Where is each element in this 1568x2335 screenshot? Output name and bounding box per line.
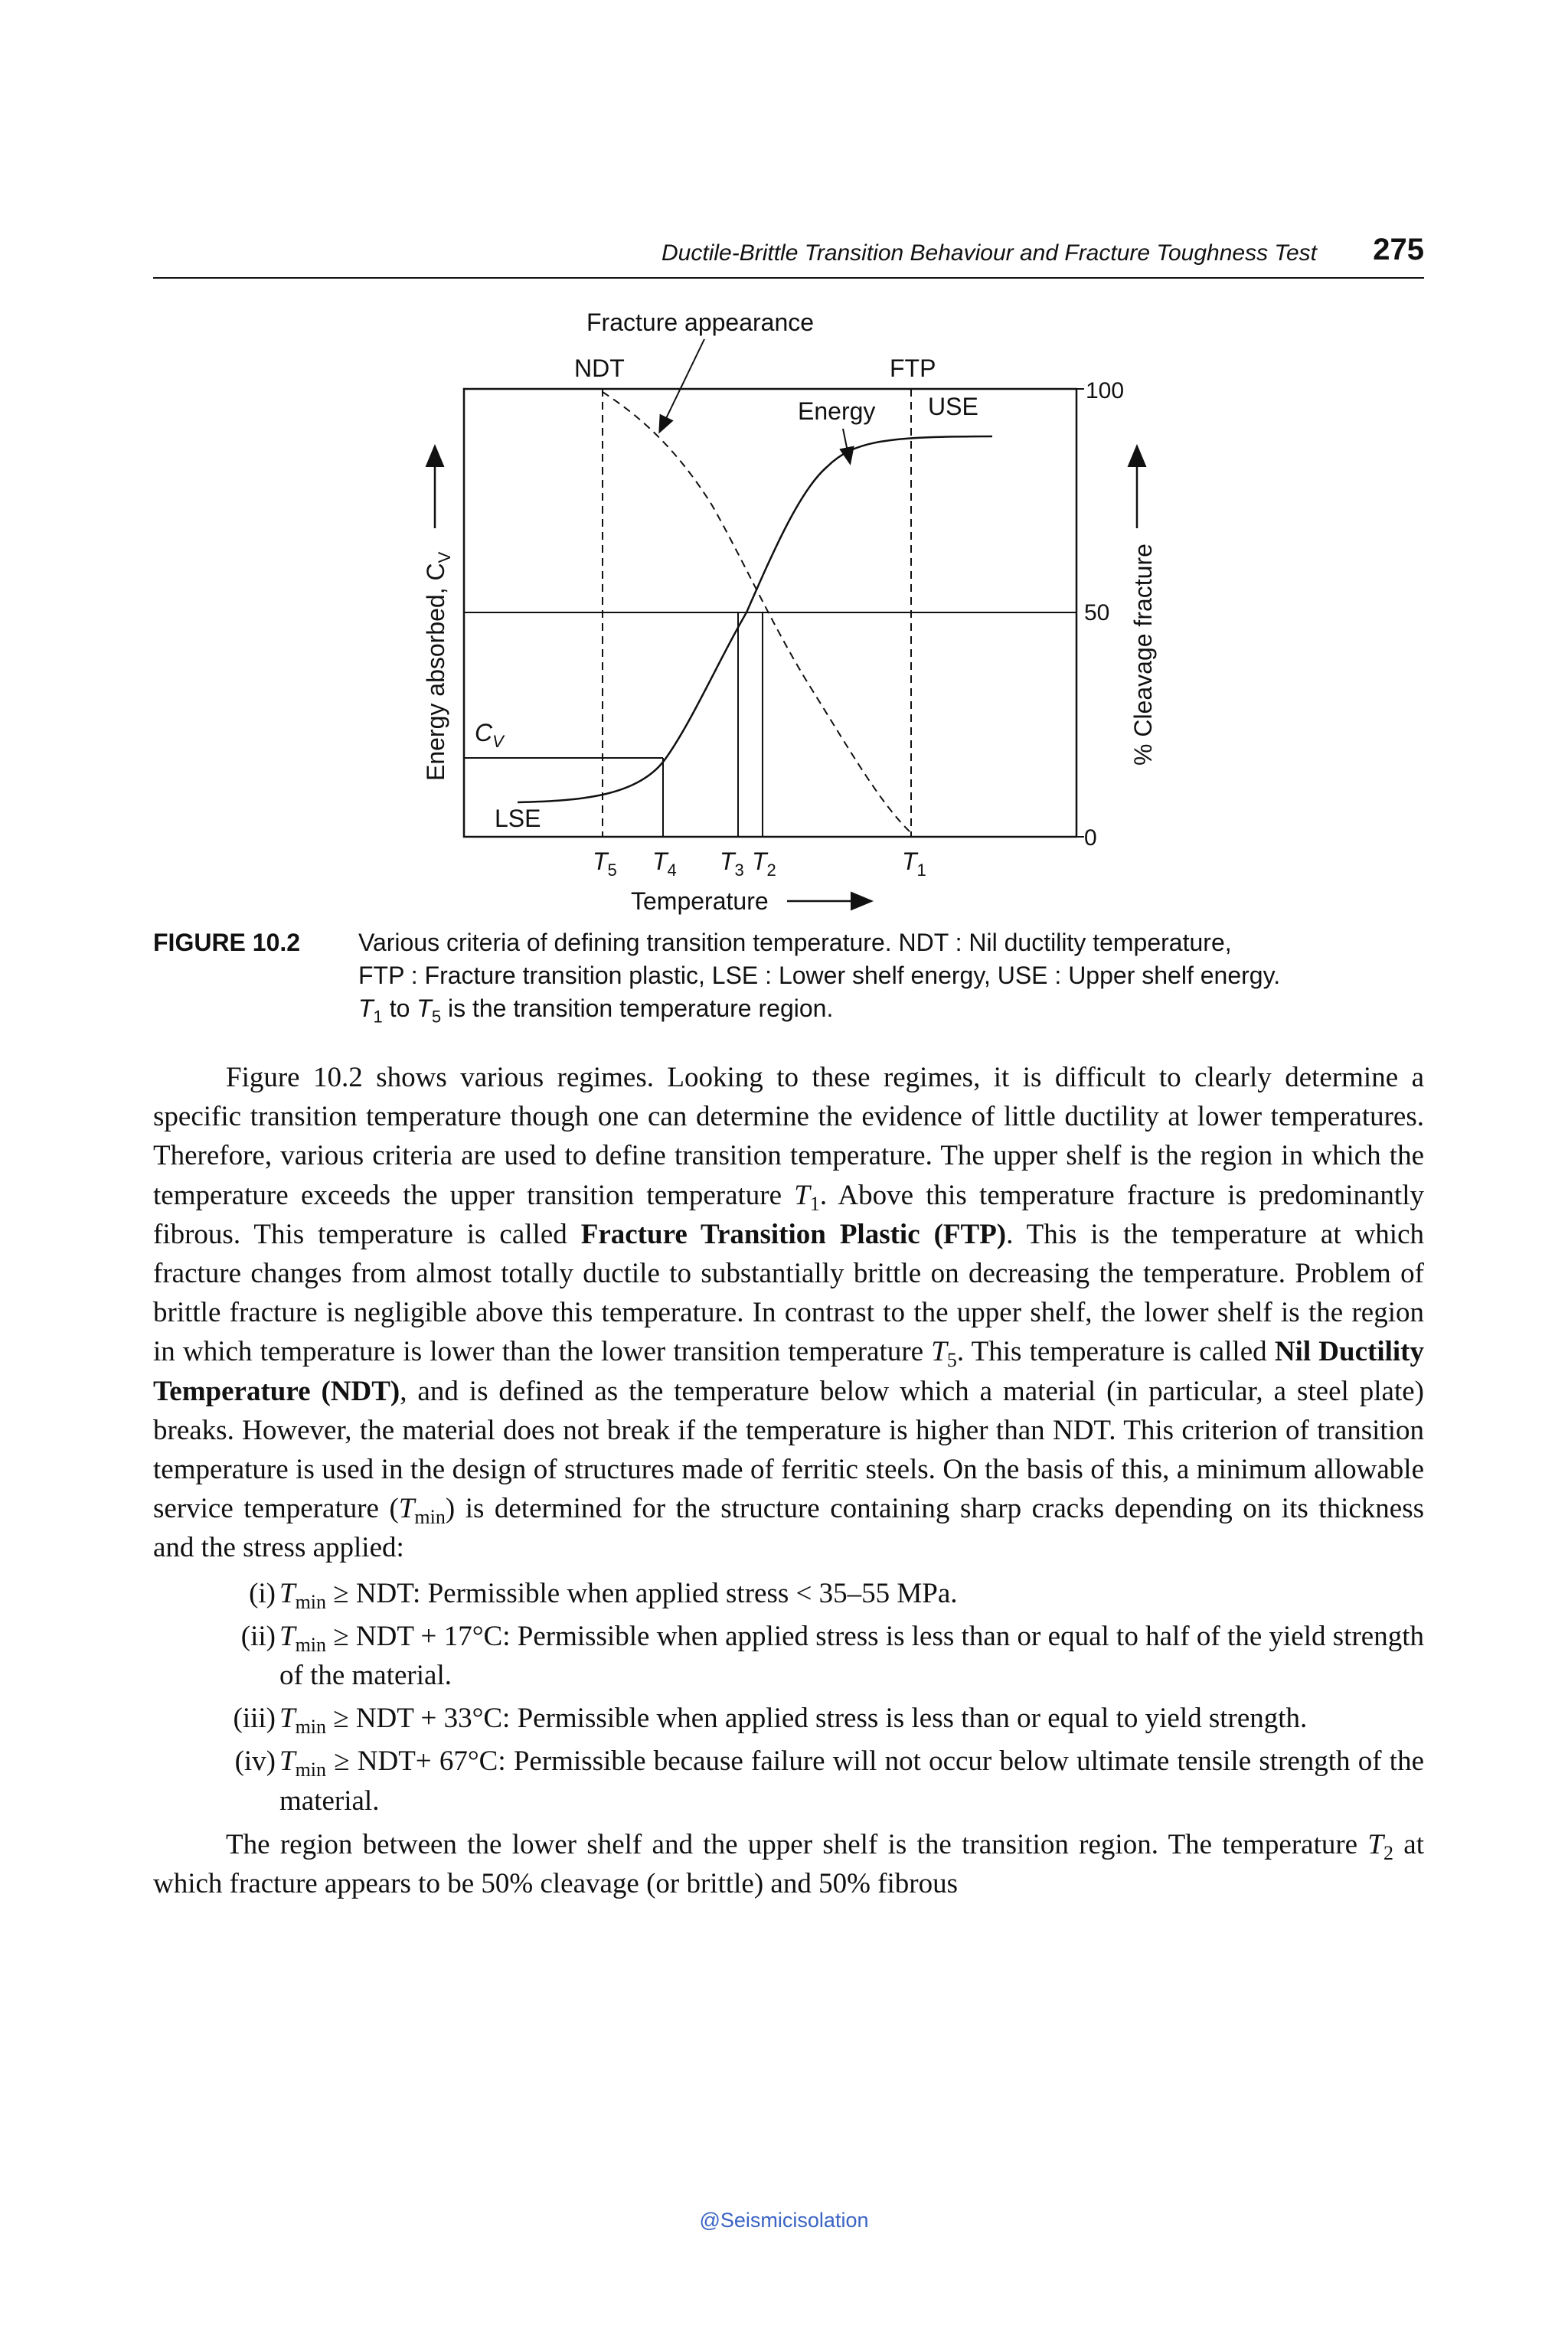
t2-label: $T_2$ [752, 847, 776, 880]
caption-line: FTP : Fracture transition plastic, LSE : Lower shelf energy, USE : Upper shelf energy. [358, 962, 1281, 989]
criteria-list [153, 1574, 1424, 1821]
list-item: (iv) $T_{min} \ge NDT+ 67^\circ C$: Permissible because failure will not occur below ultimate tensile strength of the material. [234, 1746, 1424, 1817]
figure-caption [153, 926, 1424, 1033]
running-header [153, 230, 1424, 279]
list-item: (iii) $T_{min}$ ≥ NDT + 33°C: Permissible when applied stress is less than or equal to yield strength. [233, 1703, 1308, 1739]
energy-curve [518, 436, 992, 802]
ftp-label: FTP [890, 354, 936, 382]
ftp-term: Fracture Transition Plastic (FTP) [580, 1218, 1007, 1250]
paragraph-1: Figure 10.2 shows various regimes. Looking to these regimes, it is difficult to clearly determine a specific transition temperature though one can determine the evidence of little ductility at lower temperatures. Therefore, various criteria are used to define transition temperature. The upper shelf is the region in which the temperature exceeds the upper transition temperature $T_1$. Above this temperature fracture is predominantly fibrous. This temperature is called Fracture Transition Plastic (FTP). This is the temperature at which fracture changes from almost totally ductile to substantially brittle on decreasing the temperature. Problem of brittle fracture is negligible above this temperature. In contrast to the upper shelf, the lower shelf is the region in which temperature is lower than the lower transition temperature $T_5$. This temperature is called Nil Ductility Temperature (NDT), and is defined as the temperature below which a material (in particular, a steel plate) breaks. However, the material does not break if the temperature is higher than NDT. This criterion of transition temperature is used in the design of structures made of ferritic steels. On the basis of this, a minimum allowable service temperature $(T_{min})$ is determined for the structure containing sharp cracks depending on its thickness and the stress applied: [153, 1062, 1424, 1564]
energy-arrow [843, 429, 850, 462]
use-label: USE [928, 393, 978, 420]
y-right-label: % Cleavage fracture [1129, 544, 1157, 766]
ndt-term: Nil Ductility Temperature (NDT) [153, 1336, 1424, 1407]
right-100-label: 100 [1086, 378, 1125, 403]
watermark-text: @Seismicisolation [699, 2209, 869, 2232]
paragraph-2: The region between the lower shelf and the upper shelf is the transition region. The temperature $T_2$ at which fracture appears to be 50% cleavage (or brittle) and 50% fibrous [153, 1828, 1424, 1900]
fracture-appearance-arrow [660, 339, 704, 431]
caption-label: FIGURE 10.2 [153, 929, 301, 956]
figure-10-2 [0, 291, 1568, 926]
caption-line: Various criteria of defining transition temperature. NDT : Nil ductility temperature, [358, 929, 1232, 956]
watermark [0, 2209, 1568, 2232]
caption-line: $T_1$ to $T_5$ is the transition temperature region. [358, 994, 834, 1027]
list-item: (ii) $T_{min}$ ≥ NDT + 17°C: Permissible when applied stress is less than or equal to half of the yield strength of the material. [240, 1620, 1424, 1692]
right-50-label: 50 [1084, 600, 1110, 625]
running-title: Ductile-Brittle Transition Behaviour and Fracture Toughness Test [662, 240, 1317, 266]
list-item: (i) $T_{min}$ ≥ NDT: Permissible when applied stress < 35–55 MPa. [249, 1577, 958, 1613]
temperature-label: Temperature [631, 887, 769, 915]
ndt-label: NDT [574, 354, 625, 382]
right-0-label: 0 [1084, 825, 1097, 851]
t5-label: $T_5$ [593, 847, 617, 880]
lse-label: LSE [495, 805, 541, 832]
body-text [153, 1058, 1424, 1903]
energy-label: Energy [798, 397, 876, 425]
cv-label: $C_V$ [475, 719, 504, 751]
t3-label: $T_3$ [720, 847, 744, 880]
t1-label: $T_1$ [902, 847, 926, 880]
page-number: 275 [1373, 233, 1424, 266]
t4-label: $T_4$ [652, 847, 677, 880]
caption-text [358, 926, 1424, 1033]
y-left-label: Energy absorbed, $C_V$ [422, 551, 454, 781]
fracture-appearance-label: Fracture appearance [586, 309, 815, 336]
